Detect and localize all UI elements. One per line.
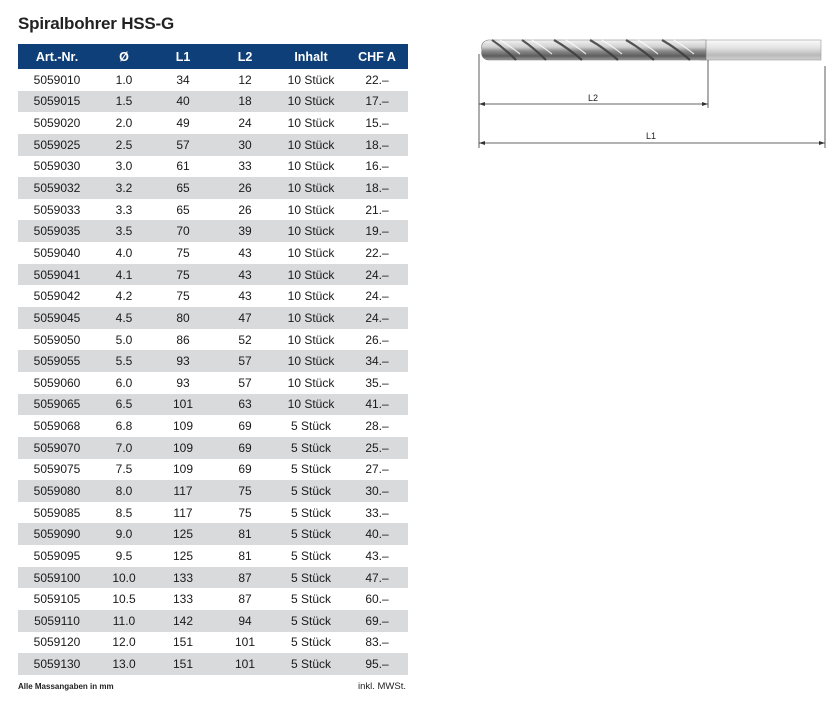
drill-bit-drawing	[470, 26, 830, 156]
article-number-cell: 5059105	[18, 588, 96, 610]
diameter-cell: 5.5	[96, 350, 152, 372]
measurement-note: Alle Massangaben in mm	[18, 682, 114, 691]
l2-cell: 87	[214, 567, 276, 589]
price-cell: 33.–	[346, 502, 408, 524]
article-number-cell: 5059042	[18, 285, 96, 307]
l1-cell: 109	[152, 459, 214, 481]
contents-cell: 5 Stück	[276, 632, 346, 654]
contents-cell: 10 Stück	[276, 329, 346, 351]
article-number-cell: 5059090	[18, 523, 96, 545]
l1-cell: 75	[152, 264, 214, 286]
table-row	[18, 307, 408, 329]
diameter-cell: 3.5	[96, 220, 152, 242]
l1-cell: 65	[152, 177, 214, 199]
table-row	[18, 329, 408, 351]
article-number-cell: 5059070	[18, 437, 96, 459]
l2-cell: 43	[214, 264, 276, 286]
l2-cell: 33	[214, 156, 276, 178]
l1-cell: 133	[152, 588, 214, 610]
article-number-cell: 5059080	[18, 480, 96, 502]
price-cell: 83.–	[346, 632, 408, 654]
diameter-cell: 1.5	[96, 91, 152, 113]
article-number-cell: 5059033	[18, 199, 96, 221]
contents-cell: 5 Stück	[276, 567, 346, 589]
article-number-cell: 5059120	[18, 632, 96, 654]
price-cell: 24.–	[346, 285, 408, 307]
contents-cell: 10 Stück	[276, 177, 346, 199]
l1-cell: 125	[152, 545, 214, 567]
l1-cell: 151	[152, 653, 214, 675]
price-cell: 40.–	[346, 523, 408, 545]
diameter-cell: 12.0	[96, 632, 152, 654]
column-header-contents: Inhalt	[276, 44, 346, 69]
table-row	[18, 567, 408, 589]
table-row	[18, 394, 408, 416]
contents-cell: 5 Stück	[276, 415, 346, 437]
l2-cell: 18	[214, 91, 276, 113]
drill-spec-table	[18, 44, 408, 675]
diameter-cell: 4.0	[96, 242, 152, 264]
table-row	[18, 242, 408, 264]
l2-cell: 101	[214, 632, 276, 654]
l1-cell: 49	[152, 112, 214, 134]
article-number-cell: 5059060	[18, 372, 96, 394]
article-number-cell: 5059050	[18, 329, 96, 351]
column-header-l1: L1	[152, 44, 214, 69]
l2-cell: 75	[214, 502, 276, 524]
l2-cell: 81	[214, 545, 276, 567]
diameter-cell: 6.0	[96, 372, 152, 394]
l1-cell: 75	[152, 242, 214, 264]
article-number-cell: 5059045	[18, 307, 96, 329]
price-cell: 41.–	[346, 394, 408, 416]
contents-cell: 10 Stück	[276, 394, 346, 416]
table-row	[18, 220, 408, 242]
price-cell: 19.–	[346, 220, 408, 242]
contents-cell: 10 Stück	[276, 156, 346, 178]
table-row	[18, 459, 408, 481]
l1-cell: 117	[152, 480, 214, 502]
contents-cell: 10 Stück	[276, 134, 346, 156]
diameter-cell: 7.0	[96, 437, 152, 459]
page-title: Spiralbohrer HSS-G	[18, 14, 175, 33]
l1-cell: 109	[152, 437, 214, 459]
l2-cell: 63	[214, 394, 276, 416]
l2-cell: 94	[214, 610, 276, 632]
contents-cell: 5 Stück	[276, 545, 346, 567]
diameter-cell: 11.0	[96, 610, 152, 632]
l1-cell: 142	[152, 610, 214, 632]
diameter-cell: 1.0	[96, 69, 152, 91]
price-cell: 22.–	[346, 69, 408, 91]
price-cell: 18.–	[346, 134, 408, 156]
contents-cell: 5 Stück	[276, 523, 346, 545]
contents-cell: 10 Stück	[276, 285, 346, 307]
diameter-cell: 13.0	[96, 653, 152, 675]
price-cell: 18.–	[346, 177, 408, 199]
contents-cell: 5 Stück	[276, 480, 346, 502]
price-cell: 27.–	[346, 459, 408, 481]
column-header-l2: L2	[214, 44, 276, 69]
l1-cell: 61	[152, 156, 214, 178]
price-cell: 21.–	[346, 199, 408, 221]
article-number-cell: 5059030	[18, 156, 96, 178]
table-row	[18, 480, 408, 502]
l2-cell: 47	[214, 307, 276, 329]
article-number-cell: 5059075	[18, 459, 96, 481]
article-number-cell: 5059055	[18, 350, 96, 372]
l1-dimension-label: L1	[645, 131, 657, 141]
l1-cell: 93	[152, 350, 214, 372]
l1-cell: 65	[152, 199, 214, 221]
contents-cell: 5 Stück	[276, 502, 346, 524]
diameter-cell: 10.5	[96, 588, 152, 610]
l2-cell: 26	[214, 177, 276, 199]
contents-cell: 5 Stück	[276, 653, 346, 675]
article-number-cell: 5059020	[18, 112, 96, 134]
price-cell: 16.–	[346, 156, 408, 178]
article-number-cell: 5059041	[18, 264, 96, 286]
price-cell: 24.–	[346, 264, 408, 286]
price-cell: 25.–	[346, 437, 408, 459]
table-row	[18, 350, 408, 372]
price-cell: 69.–	[346, 610, 408, 632]
table-row	[18, 112, 408, 134]
contents-cell: 5 Stück	[276, 588, 346, 610]
price-cell: 35.–	[346, 372, 408, 394]
l1-cell: 117	[152, 502, 214, 524]
table-row	[18, 91, 408, 113]
l2-cell: 101	[214, 653, 276, 675]
contents-cell: 5 Stück	[276, 459, 346, 481]
l2-cell: 87	[214, 588, 276, 610]
price-cell: 24.–	[346, 307, 408, 329]
article-number-cell: 5059095	[18, 545, 96, 567]
l2-cell: 26	[214, 199, 276, 221]
table-row	[18, 285, 408, 307]
diameter-cell: 9.0	[96, 523, 152, 545]
contents-cell: 10 Stück	[276, 69, 346, 91]
table-row	[18, 632, 408, 654]
diameter-cell: 5.0	[96, 329, 152, 351]
diameter-cell: 4.2	[96, 285, 152, 307]
price-cell: 60.–	[346, 588, 408, 610]
drill-bit-icon	[482, 40, 821, 60]
table-row	[18, 199, 408, 221]
article-number-cell: 5059035	[18, 220, 96, 242]
article-number-cell: 5059068	[18, 415, 96, 437]
l1-cell: 75	[152, 285, 214, 307]
table-row	[18, 264, 408, 286]
l1-cell: 125	[152, 523, 214, 545]
l1-cell: 86	[152, 329, 214, 351]
diameter-cell: 9.5	[96, 545, 152, 567]
diameter-cell: 3.3	[96, 199, 152, 221]
l2-cell: 81	[214, 523, 276, 545]
l2-cell: 39	[214, 220, 276, 242]
table-header-row	[18, 44, 408, 69]
article-number-cell: 5059025	[18, 134, 96, 156]
table-row	[18, 502, 408, 524]
price-cell: 17.–	[346, 91, 408, 113]
diameter-cell: 10.0	[96, 567, 152, 589]
diameter-cell: 4.1	[96, 264, 152, 286]
contents-cell: 10 Stück	[276, 307, 346, 329]
article-number-cell: 5059010	[18, 69, 96, 91]
table-row	[18, 69, 408, 91]
contents-cell: 5 Stück	[276, 437, 346, 459]
l2-dimension-label: L2	[587, 93, 599, 103]
price-cell: 34.–	[346, 350, 408, 372]
contents-cell: 10 Stück	[276, 112, 346, 134]
table-row	[18, 653, 408, 675]
article-number-cell: 5059130	[18, 653, 96, 675]
article-number-cell: 5059032	[18, 177, 96, 199]
column-header-price: CHF A	[346, 44, 408, 69]
l1-cell: 57	[152, 134, 214, 156]
contents-cell: 5 Stück	[276, 610, 346, 632]
l1-cell: 151	[152, 632, 214, 654]
l1-cell: 93	[152, 372, 214, 394]
contents-cell: 10 Stück	[276, 199, 346, 221]
table-row	[18, 610, 408, 632]
l2-cell: 69	[214, 459, 276, 481]
diameter-cell: 7.5	[96, 459, 152, 481]
table-row	[18, 588, 408, 610]
table-row	[18, 372, 408, 394]
l1-cell: 70	[152, 220, 214, 242]
contents-cell: 10 Stück	[276, 350, 346, 372]
l2-cell: 69	[214, 415, 276, 437]
diameter-cell: 4.5	[96, 307, 152, 329]
l1-cell: 133	[152, 567, 214, 589]
table-row	[18, 415, 408, 437]
l1-cell: 101	[152, 394, 214, 416]
contents-cell: 10 Stück	[276, 372, 346, 394]
l2-cell: 52	[214, 329, 276, 351]
l2-cell: 12	[214, 69, 276, 91]
price-cell: 47.–	[346, 567, 408, 589]
l2-cell: 30	[214, 134, 276, 156]
diameter-cell: 8.0	[96, 480, 152, 502]
diameter-cell: 2.0	[96, 112, 152, 134]
diameter-cell: 6.8	[96, 415, 152, 437]
table-row	[18, 177, 408, 199]
price-cell: 26.–	[346, 329, 408, 351]
l2-cell: 24	[214, 112, 276, 134]
contents-cell: 10 Stück	[276, 220, 346, 242]
diameter-cell: 2.5	[96, 134, 152, 156]
l1-cell: 109	[152, 415, 214, 437]
price-cell: 30.–	[346, 480, 408, 502]
contents-cell: 10 Stück	[276, 242, 346, 264]
tax-note: inkl. MWSt.	[357, 681, 406, 692]
price-cell: 28.–	[346, 415, 408, 437]
l2-cell: 69	[214, 437, 276, 459]
article-number-cell: 5059100	[18, 567, 96, 589]
table-row	[18, 523, 408, 545]
diameter-cell: 6.5	[96, 394, 152, 416]
table-row	[18, 437, 408, 459]
article-number-cell: 5059040	[18, 242, 96, 264]
l2-cell: 43	[214, 242, 276, 264]
contents-cell: 10 Stück	[276, 264, 346, 286]
diameter-cell: 3.2	[96, 177, 152, 199]
article-number-cell: 5059065	[18, 394, 96, 416]
l2-cell: 43	[214, 285, 276, 307]
column-header-diameter: Ø	[96, 44, 152, 69]
l2-cell: 57	[214, 350, 276, 372]
column-header-article-number: Art.-Nr.	[18, 44, 96, 69]
l2-cell: 57	[214, 372, 276, 394]
article-number-cell: 5059015	[18, 91, 96, 113]
diameter-cell: 3.0	[96, 156, 152, 178]
l2-cell: 75	[214, 480, 276, 502]
contents-cell: 10 Stück	[276, 91, 346, 113]
l1-cell: 34	[152, 69, 214, 91]
l1-cell: 40	[152, 91, 214, 113]
l1-cell: 80	[152, 307, 214, 329]
price-cell: 95.–	[346, 653, 408, 675]
table-row	[18, 545, 408, 567]
price-cell: 43.–	[346, 545, 408, 567]
table-row	[18, 134, 408, 156]
article-number-cell: 5059085	[18, 502, 96, 524]
price-cell: 15.–	[346, 112, 408, 134]
article-number-cell: 5059110	[18, 610, 96, 632]
table-row	[18, 156, 408, 178]
diameter-cell: 8.5	[96, 502, 152, 524]
price-cell: 22.–	[346, 242, 408, 264]
